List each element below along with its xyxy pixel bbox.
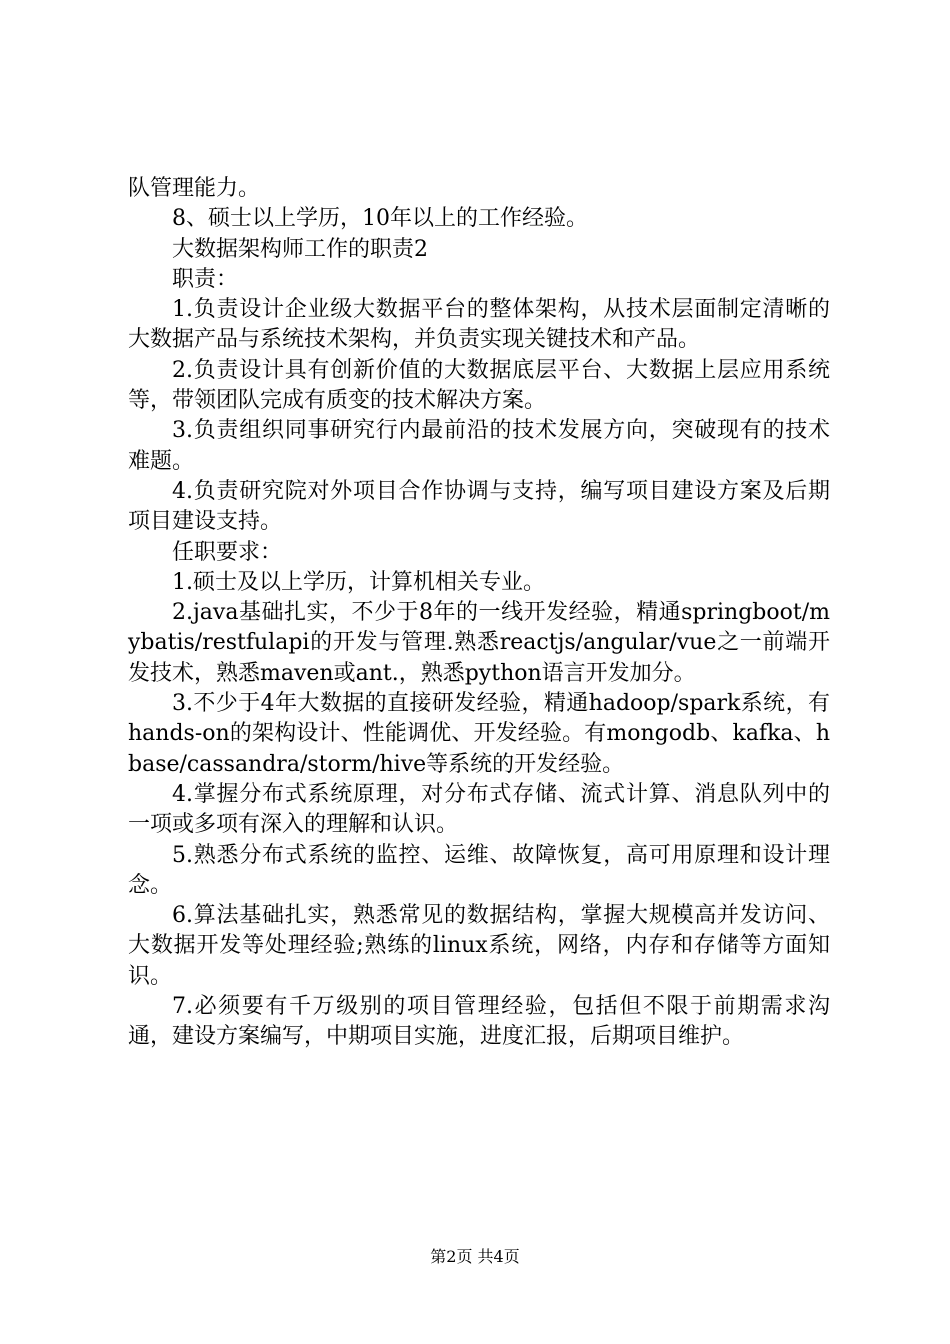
paragraph-continuation: 队管理能力。 [128,176,261,201]
subheading-requirements: 任职要求： [172,539,283,565]
subheading-duties: 职责： [172,266,239,292]
paragraph-requirement-7: 7.必须要有千万级别的项目管理经验，包括但不限于前期需求沟通，建设方案编写，中期项目实施，进度汇报，后期项目维护。 [128,994,830,1050]
paragraph-requirement-3: 3.不少于4年大数据的直接研发经验，精通hadoop/spark系统，有hands-on的架构设计、性能调优、开发经验。有mongodb、kafka、hbase/cassandra/storm/hive等系统的开发经验。 [128,691,830,777]
section-heading: 大数据架构师工作的职责2 [172,236,428,262]
paragraph-duty-3: 3.负责组织同事研究行内最前沿的技术发展方向，突破现有的技术难题。 [128,418,830,474]
paragraph-requirement-5: 5.熟悉分布式系统的监控、运维、故障恢复，高可用原理和设计理念。 [128,842,830,898]
paragraph-duty-1: 1.负责设计企业级大数据平台的整体架构，从技术层面制定清晰的大数据产品与系统技术架构，并负责实现关键技术和产品。 [128,297,830,353]
paragraph-requirement-8: 8、硕士以上学历，10年以上的工作经验。 [172,206,588,232]
page-footer: 第2页 共4页 [430,1247,520,1266]
paragraph-requirement-6: 6.算法基础扎实，熟悉常见的数据结构，掌握大规模高并发访问、大数据开发等处理经验;熟练的linux系统，网络，内存和存储等方面知识。 [128,903,830,989]
paragraph-requirement-1: 1.硕士及以上学历，计算机相关专业。 [172,569,545,595]
paragraph-requirement-2: 2.java基础扎实，不少于8年的一线开发经验，精通springboot/mybatis/restfulapi的开发与管理.熟悉reactjs/angular/vue之一前端开发技术，熟悉maven或ant.，熟悉python语言开发加分。 [128,600,830,686]
paragraph-duty-2: 2.负责设计具有创新价值的大数据底层平台、大数据上层应用系统等，带领团队完成有质变的技术解决方案。 [128,357,830,414]
paragraph-requirement-4: 4.掌握分布式系统原理，对分布式存储、流式计算、消息队列中的一项或多项有深入的理解和认识。 [128,781,830,838]
paragraph-duty-4: 4.负责研究院对外项目合作协调与支持，编写项目建设方案及后期项目建设支持。 [128,478,830,535]
document-body [128,174,830,1053]
